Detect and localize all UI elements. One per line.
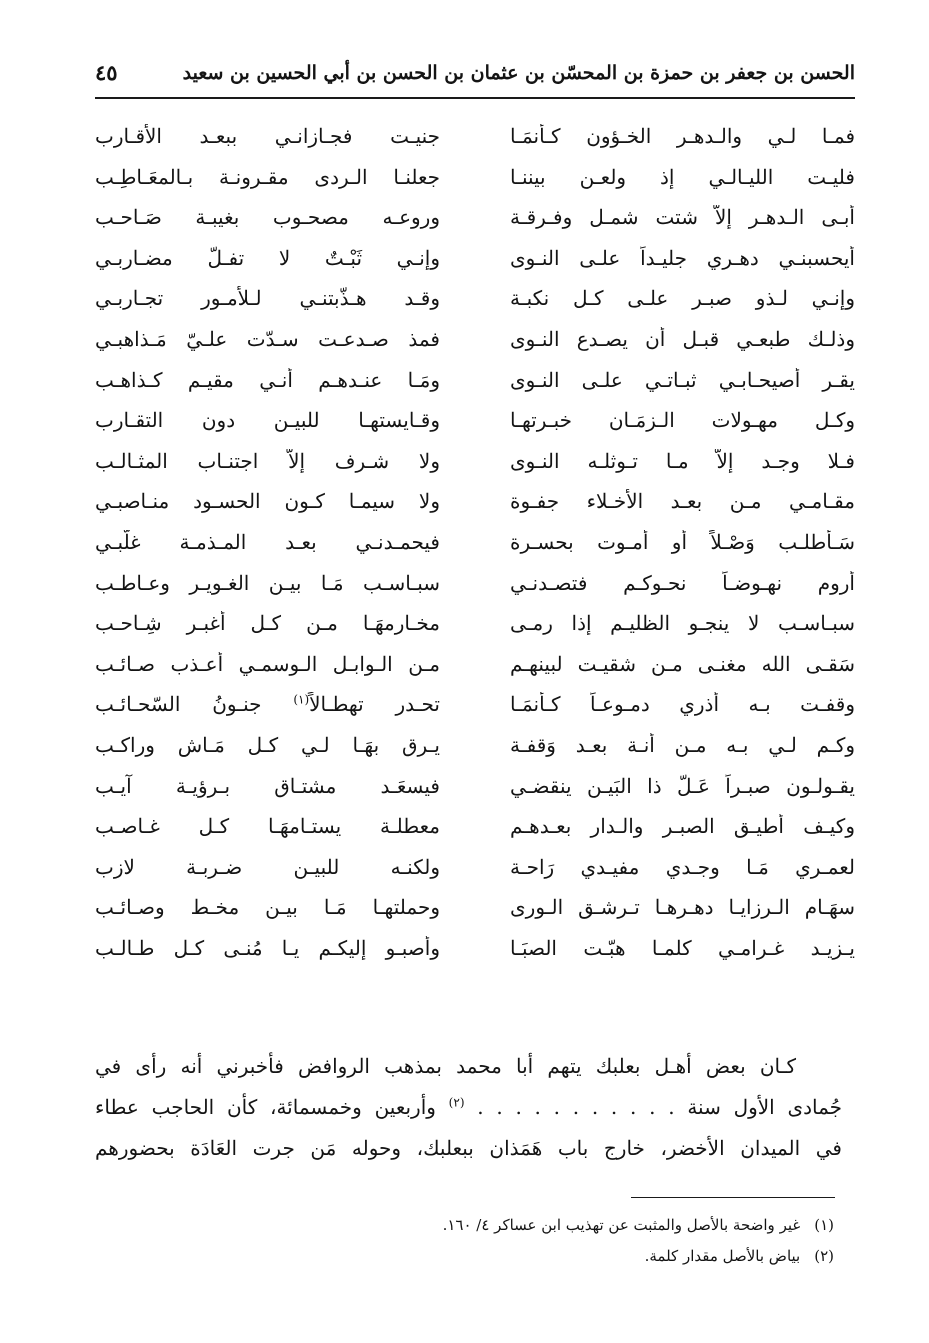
verse-second-hemistich [95,692,440,716]
prose-line-2-start: جُمادى الأول سنة [687,1095,842,1119]
verse-second-hemistich: فيسعَـد مشتـاق بـرؤيـة آيـب [95,773,440,798]
verse-second-hemistich: سبـاسـب مَـا بيـن الغـويـر وعـاطـب [95,570,440,595]
verse-second-hemistich: وروعـه مصحـوب بغيبـة صَـاحـب [95,205,440,230]
verse-first-hemistich: وذلـك طبعـي قبـل أن يصـدع النـوى [510,326,855,351]
verse-second-hemistich: وقـايستهـا للبيـن دون التقـارب [95,408,440,433]
verse-first-hemistich: أروم نهـوضـاً نحـوكـم فتصـدنـي [510,570,855,595]
verse-second-hemistich: ولكنـه للبيـن ضـربـة لازب [95,854,440,879]
verse-line [95,368,855,409]
footnote-1 [134,1210,834,1241]
verse-first-hemistich: أيحسبنـي دهـري جليـداً علـى النـوى [510,245,855,270]
footnote-text: غير واضحة بالأصل والمثبت عن تهذيب ابن عساكر ٤/ ١٦٠. [442,1216,801,1234]
footnote-number: (١) [814,1216,834,1234]
prose-line-1: كـان بعض أهـل بعلبك يتهم أبا محمد بمذهب الروافض فأخبرني أنه رأى في [95,1054,796,1078]
verse-first-hemistich: وقفـت بـه أذري دمـوعـاً كـأنمَـا [510,692,855,717]
hemistich-part: تحـدر تهطـالاً [309,692,440,717]
verse-line [95,246,855,287]
verse-line [95,408,855,449]
verse-line [95,571,855,612]
verse-first-hemistich: مقـامـي مـن بعـد الأخـلاء جفـوة [510,489,855,514]
verse-first-hemistich: وكـل مهـولات الـزمَـان خبـرتهـا [510,408,855,433]
blank-dots: . . . . . . . . . . . [477,1095,675,1119]
page-number: ٤٥ [95,60,118,85]
prose-paragraph [95,1046,842,1169]
verse-second-hemistich: وحملتهـا مَـا بيـن مخـط وصـائـب [95,895,440,920]
verse-line [95,936,855,977]
verse-second-hemistich: ولا سيمـا كـون الحسـود منـاصبـي [95,489,440,514]
verse-second-hemistich: فيحمـدنـي بعـد المـذمـة غلّبـي [95,529,440,554]
verse-first-hemistich: وكيـف أطيـق الصبـر والـدار بعـدهـم [510,814,855,839]
footnote-number: (٢) [814,1247,834,1265]
verse-first-hemistich: سهَـام الـرزايـا دهـرهـا تـرشـق الـورى [510,895,855,920]
verse-line [95,895,855,936]
verse-first-hemistich: أبـى الـدهـر إلاّ شتت شمـل وفـرقـة [510,205,855,230]
verse-second-hemistich: وإنـي ثَبْـتٌ لا تفـلّ مضـاربـي [95,245,440,270]
hemistich-part: جنـونُ السّحـائـب [95,692,294,717]
verse-line [95,327,855,368]
footnote-rule [631,1197,835,1198]
verse-line [95,489,855,530]
verse-first-hemistich: سَقـى الله مغنـى مـن شقيـت لبينهـم [510,651,855,676]
prose-line-2-end: وأربعين وخمسمائة، كأن الحاجب عطاء [95,1095,436,1119]
verse-first-hemistich: فمـا لـي والـدهـر الخـؤون كـأنمَـا [510,124,855,148]
poem [95,124,855,976]
verse-first-hemistich: سبـاسـب لا ينجـو الظليـم إذا رمـى [510,611,855,636]
verse-line [95,124,855,165]
verse-line [95,165,855,206]
verse-second-hemistich: مـن الـوابـل الـوسمـي أعـذب صـائـب [95,651,440,676]
verse-line [95,814,855,855]
verse-second-hemistich: معطلـة يستـامهَـا كـل غـاصـب [95,814,440,839]
verse-first-hemistich: يـزيـد غـرامـي كلمـا هبّـت الصبَـا [510,935,855,960]
footnote-mark-1: (١) [293,692,310,707]
prose-line-2 [95,1087,842,1128]
verse-first-hemistich: وكـم لـي بـه مـن أنـة بعـد وَقفـة [510,732,855,757]
prose-line-3: في الميدان الأخضر، خارج باب هَمَذان ببعلبك، وحوله مَن جرت العَادَة بحضورهم [95,1136,842,1160]
verse-second-hemistich: وأصبـو إليكـم يـا مُنـى كـل طـالـب [95,935,440,960]
footnote-2 [134,1241,834,1272]
verse-second-hemistich: فمذ صـدعـت سـدّت علـيّ مَـذاهبـي [95,326,440,351]
verse-first-hemistich: يقـولـون صبـراً عَـلّ ذا البَيـن ينقضـي [510,773,855,798]
footnote-mark-2: (٢) [448,1095,465,1110]
running-header [95,60,855,100]
verse-line [95,530,855,571]
footnote-text: بياض بالأصل مقدار كلمة. [644,1247,801,1265]
verse-second-hemistich: مخـارمهَـا مـن كـل أغبـر شِـاحـب [95,611,440,636]
verse-second-hemistich: ومَـا عنـدهـم أنـي مقيـم كـذاهـب [95,367,440,392]
verse-line [95,855,855,896]
verse-second-hemistich: وقـد هـذّبتنـي لـلأمـور تجـاربـي [95,286,440,311]
verse-line [95,449,855,490]
verse-line [95,692,855,733]
verse-line [95,286,855,327]
verse-line [95,611,855,652]
verse-first-hemistich: فليـت الليـالـي إذ ولعـن بيننـا [510,164,855,189]
verse-line [95,774,855,815]
verse-first-hemistich: لعمـري مَـا وجـدي مفيـدي رَاحـة [510,854,855,879]
running-header-title: الحسن بن جعفر بن حمزة بن المحسّن بن عثمان بن الحسن بن أبي الحسين بن سعيد [182,62,855,84]
verse-second-hemistich: جعلنـا الـردى مقـرونـة بـالمعَـاطِـب [95,164,440,189]
verse-second-hemistich: يـرق بهَـا لـي كـل مَـاش وراكـب [95,732,440,757]
header-rule [95,97,855,99]
verse-first-hemistich: فـلا وجـد إلاّ مـا تـوثلـه النـوى [510,448,855,473]
verse-first-hemistich: سَـأطلـب وَصْـلاً أو أمـوت بحسـرة [510,529,855,554]
verse-first-hemistich: وإنـي لـذو صبـر علـى كـل نكبـة [510,286,855,311]
verse-line [95,205,855,246]
footnotes [134,1210,834,1272]
verse-line [95,733,855,774]
verse-second-hemistich: ولا شـرف إلاّ اجتنـاب المثـالـب [95,448,440,473]
verse-first-hemistich: يقـر أصيحـابـي ثبـاتـي علـى النـوى [510,367,855,392]
verse-line [95,652,855,693]
verse-second-hemistich: جنيـت فجـازانـي ببعـد الأقـارب [95,124,440,148]
